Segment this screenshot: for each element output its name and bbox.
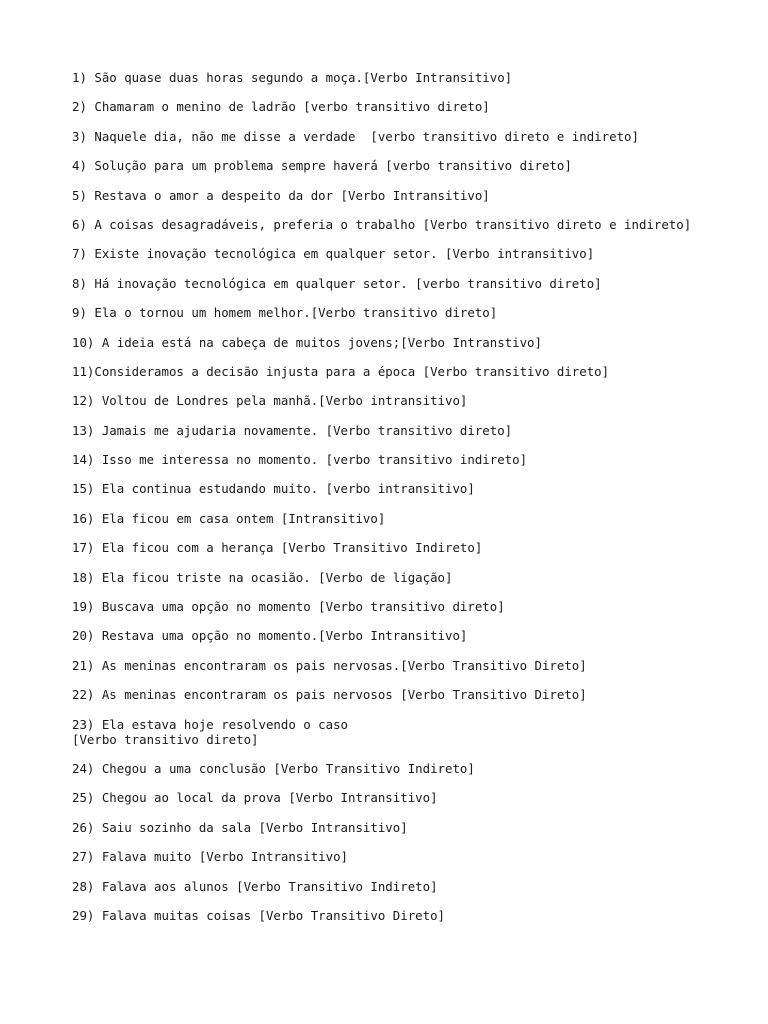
sentence-line-11: 11)Consideramos a decisão injusta para a época [Verbo transitivo direto] <box>72 363 610 379</box>
sentence-line-8: 8) Há inovação tecnológica em qualquer setor. [verbo transitivo direto] <box>72 275 602 291</box>
sentence-line-20: 20) Restava uma opção no momento.[Verbo Intransitivo] <box>72 628 468 644</box>
sentence-line-18: 18) Ela ficou triste na ocasião. [Verbo de ligação] <box>72 569 453 585</box>
sentence-line-17: 17) Ela ficou com a herança [Verbo Transitivo Indireto] <box>72 540 483 556</box>
sentence-line-6: 6) A coisas desagradáveis, preferia o trabalho [Verbo transitivo direto e indireto] <box>72 216 692 232</box>
sentence-line-12: 12) Voltou de Londres pela manhã.[Verbo intransitivo] <box>72 393 468 409</box>
sentence-line-2: 2) Chamaram o menino de ladrão [verbo transitivo direto] <box>72 99 490 115</box>
sentence-line-21: 21) As meninas encontraram os pais nervosas.[Verbo Transitivo Direto] <box>72 657 587 673</box>
sentence-line-28: 28) Falava aos alunos [Verbo Transitivo Indireto] <box>72 878 438 894</box>
sentence-line-19: 19) Buscava uma opção no momento [Verbo transitivo direto] <box>72 599 505 615</box>
sentence-line-24: 24) Chegou a uma conclusão [Verbo Transitivo Indireto] <box>72 760 475 776</box>
sentence-line-23: 23) Ela estava hoje resolvendo o caso [Verbo transitivo direto] <box>72 716 349 747</box>
sentence-line-25: 25) Chegou ao local da prova [Verbo Intransitivo] <box>72 790 438 806</box>
sentence-line-22: 22) As meninas encontraram os pais nervosos [Verbo Transitivo Direto] <box>72 687 587 703</box>
sentence-line-16: 16) Ela ficou em casa ontem [Intransitivo] <box>72 510 386 526</box>
sentence-line-13: 13) Jamais me ajudaria novamente. [Verbo transitivo direto] <box>72 422 513 438</box>
sentence-line-14: 14) Isso me interessa no momento. [verbo transitivo indireto] <box>72 452 528 468</box>
sentence-list <box>72 70 752 937</box>
sentence-line-3: 3) Naquele dia, não me disse a verdade [verbo transitivo direto e indireto] <box>72 128 639 144</box>
sentence-line-9: 9) Ela o tornou um homem melhor.[Verbo transitivo direto] <box>72 305 498 321</box>
sentence-line-29: 29) Falava muitas coisas [Verbo Transitivo Direto] <box>72 907 445 923</box>
sentence-line-27: 27) Falava muito [Verbo Intransitivo] <box>72 849 349 865</box>
sentence-line-10: 10) A ideia está na cabeça de muitos jovens;[Verbo Intranstivo] <box>72 334 542 350</box>
sentence-line-26: 26) Saiu sozinho da sala [Verbo Intransitivo] <box>72 819 408 835</box>
sentence-line-7: 7) Existe inovação tecnológica em qualquer setor. [Verbo intransitivo] <box>72 246 595 262</box>
sentence-line-4: 4) Solução para um problema sempre haverá [verbo transitivo direto] <box>72 158 572 174</box>
sentence-line-5: 5) Restava o amor a despeito da dor [Verbo Intransitivo] <box>72 187 490 203</box>
sentence-line-1: 1) São quase duas horas segundo a moça.[Verbo Intransitivo] <box>72 70 513 85</box>
sentence-line-15: 15) Ela continua estudando muito. [verbo intransitivo] <box>72 481 475 497</box>
